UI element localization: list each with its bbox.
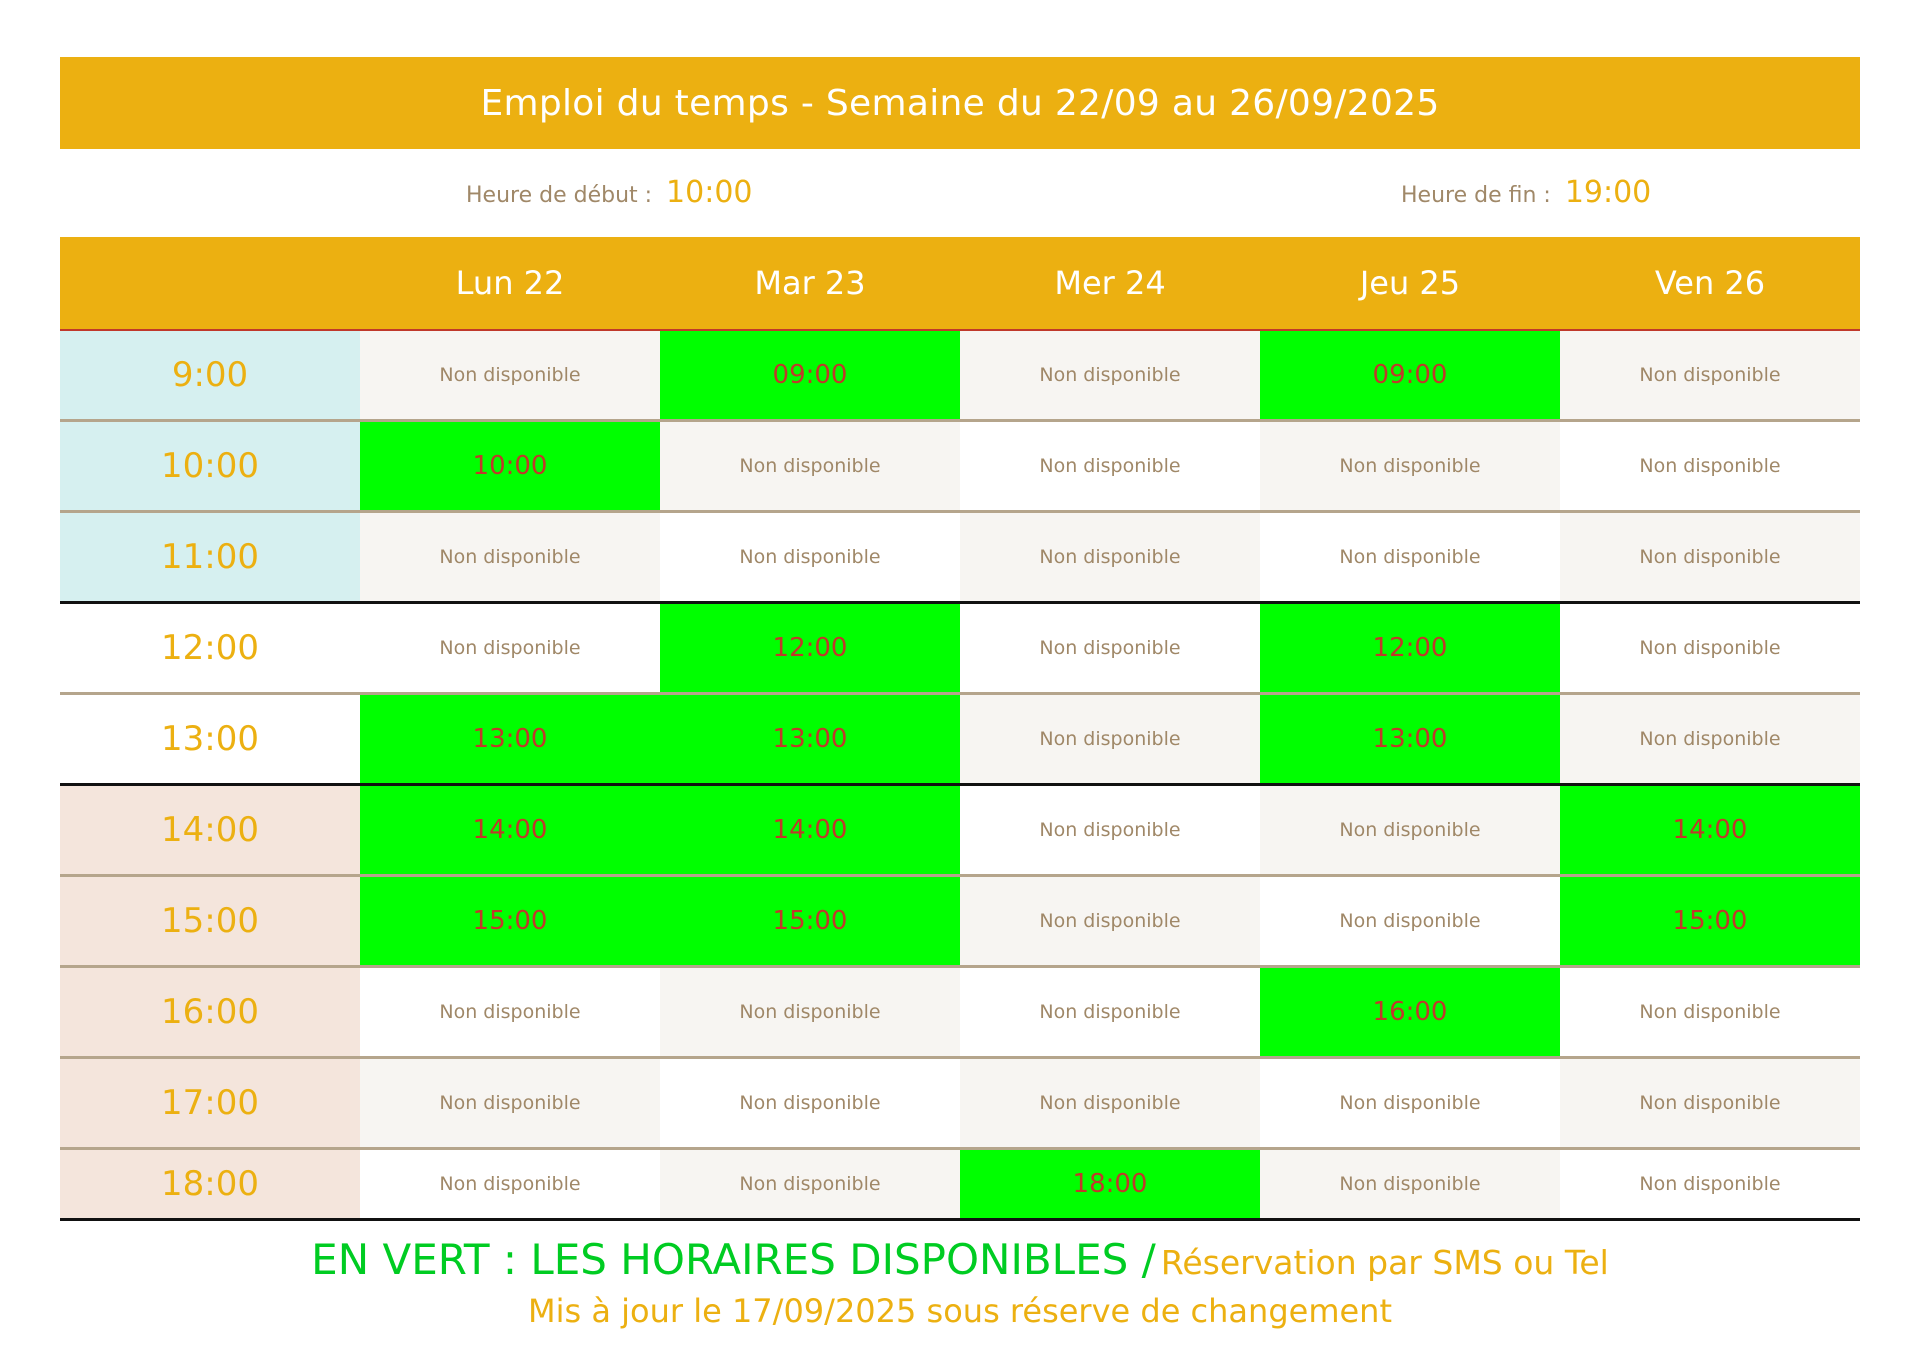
unavailable-slot: Non disponible bbox=[960, 421, 1260, 512]
unavailable-slot: Non disponible bbox=[1260, 1058, 1560, 1149]
unavailable-slot: Non disponible bbox=[360, 512, 660, 603]
available-slot: 14:00 bbox=[1560, 785, 1860, 876]
unavailable-slot: Non disponible bbox=[1260, 785, 1560, 876]
schedule-row bbox=[60, 967, 1860, 1058]
available-slot: 13:00 bbox=[360, 694, 660, 785]
unavailable-slot: Non disponible bbox=[660, 421, 960, 512]
unavailable-slot: Non disponible bbox=[960, 694, 1260, 785]
available-slot: 09:00 bbox=[1260, 330, 1560, 421]
end-time bbox=[1401, 175, 1651, 210]
schedule-row bbox=[60, 1058, 1860, 1149]
schedule-page bbox=[60, 57, 1860, 1330]
unavailable-slot: Non disponible bbox=[660, 1058, 960, 1149]
unavailable-slot: Non disponible bbox=[960, 1058, 1260, 1149]
start-time bbox=[466, 175, 753, 210]
schedule-row bbox=[60, 785, 1860, 876]
legend-text: EN VERT : LES HORAIRES DISPONIBLES / bbox=[311, 1235, 1156, 1284]
schedule-row bbox=[60, 603, 1860, 694]
hour-label: 9:00 bbox=[60, 330, 360, 421]
end-time-label: Heure de fin : bbox=[1401, 183, 1551, 208]
start-time-label: Heure de début : bbox=[466, 183, 653, 208]
unavailable-slot: Non disponible bbox=[1260, 421, 1560, 512]
time-range-row bbox=[60, 149, 1860, 237]
available-slot: 18:00 bbox=[960, 1149, 1260, 1220]
hour-label: 13:00 bbox=[60, 694, 360, 785]
unavailable-slot: Non disponible bbox=[1260, 512, 1560, 603]
unavailable-slot: Non disponible bbox=[1560, 967, 1860, 1058]
schedule-row bbox=[60, 876, 1860, 967]
unavailable-slot: Non disponible bbox=[960, 512, 1260, 603]
unavailable-slot: Non disponible bbox=[1560, 603, 1860, 694]
hour-label: 17:00 bbox=[60, 1058, 360, 1149]
schedule-row bbox=[60, 512, 1860, 603]
unavailable-slot: Non disponible bbox=[1560, 512, 1860, 603]
available-slot: 14:00 bbox=[360, 785, 660, 876]
reservation-text: Réservation par SMS ou Tel bbox=[1160, 1243, 1609, 1282]
unavailable-slot: Non disponible bbox=[360, 1058, 660, 1149]
schedule-row bbox=[60, 421, 1860, 512]
hour-label: 12:00 bbox=[60, 603, 360, 694]
hour-label: 14:00 bbox=[60, 785, 360, 876]
available-slot: 15:00 bbox=[660, 876, 960, 967]
unavailable-slot: Non disponible bbox=[1260, 876, 1560, 967]
unavailable-slot: Non disponible bbox=[360, 967, 660, 1058]
available-slot: 13:00 bbox=[660, 694, 960, 785]
unavailable-slot: Non disponible bbox=[660, 512, 960, 603]
day-header: Ven 26 bbox=[1560, 237, 1860, 330]
available-slot: 12:00 bbox=[660, 603, 960, 694]
hour-label: 15:00 bbox=[60, 876, 360, 967]
unavailable-slot: Non disponible bbox=[960, 603, 1260, 694]
title-bar bbox=[60, 57, 1860, 149]
page-title: Emploi du temps - Semaine du 22/09 au 26/09/2025 bbox=[480, 82, 1440, 124]
legend-line bbox=[60, 1235, 1860, 1284]
day-header: Mar 23 bbox=[660, 237, 960, 330]
day-header: Mer 24 bbox=[960, 237, 1260, 330]
unavailable-slot: Non disponible bbox=[660, 1149, 960, 1220]
available-slot: 10:00 bbox=[360, 421, 660, 512]
available-slot: 13:00 bbox=[1260, 694, 1560, 785]
corner-cell bbox=[60, 237, 360, 330]
schedule-body bbox=[60, 330, 1860, 1220]
day-header-row bbox=[60, 237, 1860, 330]
unavailable-slot: Non disponible bbox=[660, 967, 960, 1058]
available-slot: 14:00 bbox=[660, 785, 960, 876]
hour-label: 16:00 bbox=[60, 967, 360, 1058]
unavailable-slot: Non disponible bbox=[1560, 421, 1860, 512]
update-note: Mis à jour le 17/09/2025 sous réserve de changement bbox=[527, 1292, 1392, 1330]
available-slot: 09:00 bbox=[660, 330, 960, 421]
schedule-row bbox=[60, 694, 1860, 785]
hour-label: 10:00 bbox=[60, 421, 360, 512]
unavailable-slot: Non disponible bbox=[1560, 1149, 1860, 1220]
available-slot: 16:00 bbox=[1260, 967, 1560, 1058]
unavailable-slot: Non disponible bbox=[1260, 1149, 1560, 1220]
unavailable-slot: Non disponible bbox=[1560, 330, 1860, 421]
unavailable-slot: Non disponible bbox=[960, 967, 1260, 1058]
day-header: Jeu 25 bbox=[1260, 237, 1560, 330]
hour-label: 18:00 bbox=[60, 1149, 360, 1220]
start-time-value: 10:00 bbox=[666, 175, 753, 210]
unavailable-slot: Non disponible bbox=[960, 876, 1260, 967]
schedule-table bbox=[60, 237, 1860, 1221]
unavailable-slot: Non disponible bbox=[960, 785, 1260, 876]
schedule-row bbox=[60, 1149, 1860, 1220]
unavailable-slot: Non disponible bbox=[360, 603, 660, 694]
unavailable-slot: Non disponible bbox=[1560, 1058, 1860, 1149]
unavailable-slot: Non disponible bbox=[360, 330, 660, 421]
hour-label: 11:00 bbox=[60, 512, 360, 603]
schedule-row bbox=[60, 330, 1860, 421]
available-slot: 15:00 bbox=[1560, 876, 1860, 967]
available-slot: 15:00 bbox=[360, 876, 660, 967]
unavailable-slot: Non disponible bbox=[960, 330, 1260, 421]
day-header: Lun 22 bbox=[360, 237, 660, 330]
footer bbox=[60, 1235, 1860, 1330]
unavailable-slot: Non disponible bbox=[1560, 694, 1860, 785]
available-slot: 12:00 bbox=[1260, 603, 1560, 694]
unavailable-slot: Non disponible bbox=[360, 1149, 660, 1220]
end-time-value: 19:00 bbox=[1564, 175, 1652, 210]
